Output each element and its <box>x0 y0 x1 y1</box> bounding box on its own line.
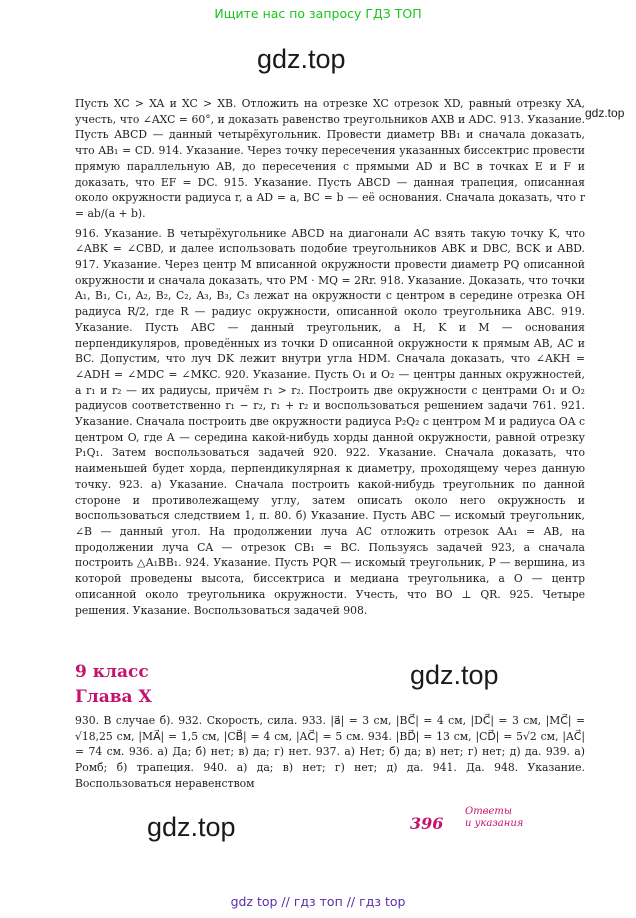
body-text <box>75 96 585 622</box>
grade-heading: 9 класс <box>75 662 149 682</box>
watermark-middle: gdz.top <box>410 660 499 690</box>
page-caption <box>465 806 555 830</box>
watermark-side: gdz.top <box>585 106 625 120</box>
footer-links[interactable]: gdz top // гдз топ // гдз top <box>230 894 406 909</box>
page-number: 396 <box>410 814 444 833</box>
chapter-heading: Глава X <box>75 687 152 707</box>
paragraph-912-915: Пусть XC > XA и XC > XB. Отложить на отрезке XC отрезок XD, равный отрезку XA, учесть, что ∠AXC = 60°, и доказать равенство треугольников AXB и ADC. 913. Указание. Пусть ABCD — данный четырёхугольник. Провести диаметр BB₁ и сначала доказать, что AB₁ = CD. 914. Указание. Через точку пересечения указанных биссектрис провести прямую параллельную AB, до пересечения с прямыми AD и BC в точках E и F и доказать, что EF = DC. 915. Указание. Пусть ABCD — данная трапеция, описанная около окружности радиуса r, а AD = a, BC = b — её основания. Сначала доказать, что r = ab/(a + b). <box>75 97 586 220</box>
top-banner-link[interactable]: Ищите нас по запросу ГДЗ ТОП <box>214 6 422 21</box>
answers-paragraph: 930. В случае б). 932. Скорость, сила. 933. |a⃗| = 3 см, |BC⃗| = 4 см, |DC⃗| = 3 см, |MC⃗| = √18,25 см, |MA⃗| = 1,5 см, |CB⃗| = 4 см, |AC⃗| = 5 см. 934. |BD⃗| = 13 см, |CD⃗| = 5√2 см, |AC⃗| = 74 см. 936. а) Да; б) нет; в) да; г) нет. 937. а) Нет; б) да; в) нет; г) нет; д) да. 939. а) Ромб; б) трапеция. 940. а) да; в) нет; г) нет; д) да. 941. Да. 948. Указание. Воспользоваться неравенством <box>75 714 585 790</box>
answers-section <box>75 713 585 792</box>
watermark-bottom: gdz.top <box>147 812 236 842</box>
watermark-top: gdz.top <box>257 44 346 74</box>
page-caption-line2: и указания <box>465 818 524 829</box>
page-caption-line1: Ответы <box>465 806 513 817</box>
paragraph-916-925: 916. Указание. В четырёхугольнике ABCD на диагонали AC взять такую точку K, что ∠ABK = ∠CBD, и далее использовать подобие треугольников ABK и DBC, BCK и ABD. 917. Указание. Через центр M вписанной окружности провести диаметр PQ описанной окружности и сначала доказать, что PM · MQ = 2Rr. 918. Указание. Доказать, что точки A₁, B₁, C₁, A₂, B₂, C₂, A₃, B₃, C₃ лежат на окружности с центром в середине отрезка OH радиуса R/2, где R — радиус окружности, описанной около треугольника ABC. 919. Указание. Пусть ABC — данный треугольник, а H, K и M — основания перпендикуляров, проведённых из точки D описанной окружности к прямым AB, AC и BC. Допустим, что луч DK лежит внутри угла HDM. Сначала доказать, что ∠AKH = ∠ADH = ∠MDC = ∠MKC. 920. Указание. Пусть O₁ и O₂ — центры данных окружностей, а r₁ и r₂ — их радиусы, причём r₁ > r₂. Построить две окружности с центрами O₁ и O₂ радиусов соответственно r₁ − r₂, r₁ + r₂ и воспользоваться решением задачи 761. 921. Указание. Сначала построить две окружности радиуса P₂Q₂ с центром M и радиуса OA с центром O, где A — середина какой-нибудь хорды данной окружности, равной отрезку P₁Q₁. Затем воспользоваться задачей 920. 922. Указание. Сначала доказать, что наименьшей будет хорда, перпендикулярная к диаметру, проходящему через данную точку. 923. а) Указание. Сначала построить какой-нибудь треугольник по данной стороне и противолежащему углу, затем описать около него окружность и воспользоваться следствием 1, п. 80. б) Указание. Пусть ABC — искомый треугольник, ∠B — данный угол. На продолжении луча AC отложить отрезок AA₁ = AB, на продолжении луча CA — отрезок CB₁ = BC. Пользуясь задачей 923, а сначала построить △A₁BB₁. 924. Указание. Пусть PQR — искомый треугольник, P — вершина, из которой проведены высота, биссектриса и медиана треугольника, а O — центр описанной около треугольника окружности. Учесть, что BO ⊥ QR. 925. Четыре решения. Указание. Воспользоваться задачей 908. <box>75 226 585 617</box>
